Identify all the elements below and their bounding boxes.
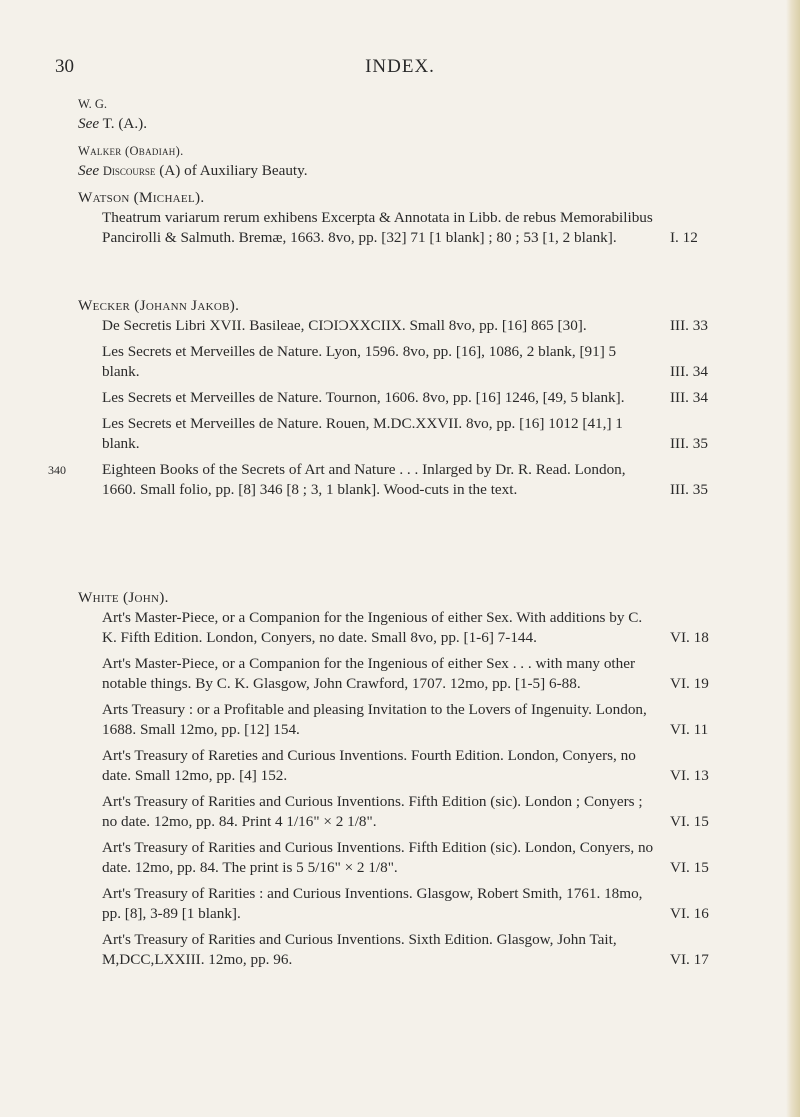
list-item — [102, 792, 730, 832]
entry-heading: W. G. — [78, 97, 108, 111]
list-item — [102, 608, 730, 648]
item-text: Art's Master-Piece, or a Companion for the Ingenious of either Sex . . . with many other notable things. By C. K. Glasgow, John Crawford, 1707. 12mo, pp. [1-5] 6-88. — [102, 655, 636, 692]
list-item — [102, 342, 730, 382]
list-item — [102, 208, 730, 248]
entry-wg — [78, 94, 730, 134]
entry-wecker — [48, 296, 730, 500]
item-text: Art's Treasury of Rareties and Curious Inventions. Fourth Edition. London, Conyers, no date. Small 12mo, pp. [4] 152. — [102, 747, 636, 784]
see-word: See — [78, 115, 100, 132]
list-item — [102, 654, 730, 694]
volume-ref: III. 34 — [670, 389, 708, 406]
entry-heading: Wecker (Johann Jakob). — [78, 297, 240, 314]
item-text: Art's Treasury of Rarities and Curious Inventions. Fifth Edition (sic). London ; Conyers ; no date. 12mo, pp. 84. Print 4 1/16" × 2 1/8". — [102, 793, 643, 830]
item-text: Les Secrets et Merveilles de Nature. Tournon, 1606. 8vo, pp. [16] 1246, [49, 5 blank]. — [102, 389, 625, 406]
volume-ref: III. 34 — [670, 363, 708, 380]
item-text: Art's Treasury of Rarities and Curious Inventions. Fifth Edition (sic). London, Conyers, no date. 12mo, pp. 84. The print is 5 5/16" × 2 1/8". — [102, 839, 654, 876]
running-head: INDEX. — [365, 56, 435, 77]
volume-ref: III. 35 — [670, 481, 708, 498]
volume-ref: III. 35 — [670, 435, 708, 452]
volume-ref: I. 12 — [670, 229, 698, 246]
item-text: Art's Treasury of Rarities : and Curious Inventions. Glasgow, Robert Smith, 1761. 18mo, pp. [8], 3-89 [1 blank]. — [102, 885, 643, 922]
item-text: Eighteen Books of the Secrets of Art and Nature . . . Inlarged by Dr. R. Read. London, 1660. Small folio, pp. [8] 346 [8 ; 3, 1 blank]. Wood-cuts in the text. — [102, 461, 626, 498]
item-text: Art's Treasury of Rarities and Curious Inventions. Sixth Edition. Glasgow, John Tait, M,DCC,LXXIII. 12mo, pp. 96. — [102, 931, 617, 968]
volume-ref: VI. 11 — [670, 721, 709, 738]
entry-white — [78, 588, 730, 970]
marginal-number: 340 — [48, 463, 66, 477]
list-item — [102, 838, 730, 878]
volume-ref: VI. 16 — [670, 905, 709, 922]
see-word: See — [78, 162, 100, 179]
volume-ref: VI. 19 — [670, 675, 709, 692]
see-target: Discourse — [102, 164, 156, 178]
see-rest: (A) of Auxiliary Beauty. — [159, 162, 308, 179]
item-text: Theatrum variarum rerum exhibens Excerpta & Annotata in Libb. de rebus Memorabilibus Pancirolli & Salmuth. Bremæ, 1663. 8vo, pp. [32] 71 [1 blank] ; 80 ; 53 [1, 2 blank]. — [102, 209, 653, 246]
list-item — [102, 316, 730, 336]
entry-heading: Watson (Michael). — [78, 189, 205, 206]
volume-ref: VI. 13 — [670, 767, 709, 784]
list-item — [102, 930, 730, 970]
entry-heading: White (John). — [78, 589, 169, 606]
volume-ref: III. 33 — [670, 317, 708, 334]
list-item — [48, 460, 730, 500]
list-item — [102, 884, 730, 924]
item-text: De Secretis Libri XVII. Basileae, CIƆIƆXXCIIX. Small 8vo, pp. [16] 865 [30]. — [102, 317, 587, 334]
entry-heading: Walker (Obadiah). — [78, 144, 184, 158]
item-text: Arts Treasury : or a Profitable and pleasing Invitation to the Lovers of Ingenuity. London, 1688. Small 12mo, pp. [12] 154. — [102, 701, 647, 738]
item-text: Les Secrets et Merveilles de Nature. Rouen, M.DC.XXVII. 8vo, pp. [16] 1012 [41,] 1 blank. — [102, 415, 623, 452]
see-target: T. (A.). — [102, 115, 148, 132]
volume-ref: VI. 18 — [670, 629, 709, 646]
volume-ref: VI. 15 — [670, 813, 709, 830]
volume-ref: VI. 15 — [670, 859, 709, 876]
page-edge — [786, 0, 800, 1117]
entry-watson — [78, 188, 730, 248]
list-item — [102, 746, 730, 786]
item-text: Art's Master-Piece, or a Companion for the Ingenious of either Sex. With additions by C. K. Fifth Edition. London, Conyers, no date. Small 8vo, pp. [1-6] 7-144. — [102, 609, 643, 646]
entry-walker — [78, 141, 730, 181]
item-text: Les Secrets et Merveilles de Nature. Lyon, 1596. 8vo, pp. [16], 1086, 2 blank, [91] 5 blank. — [102, 343, 617, 380]
volume-ref: VI. 17 — [670, 951, 709, 968]
list-item — [102, 414, 730, 454]
list-item — [102, 700, 730, 740]
list-item — [102, 388, 730, 408]
page-number: 30 — [55, 56, 74, 77]
